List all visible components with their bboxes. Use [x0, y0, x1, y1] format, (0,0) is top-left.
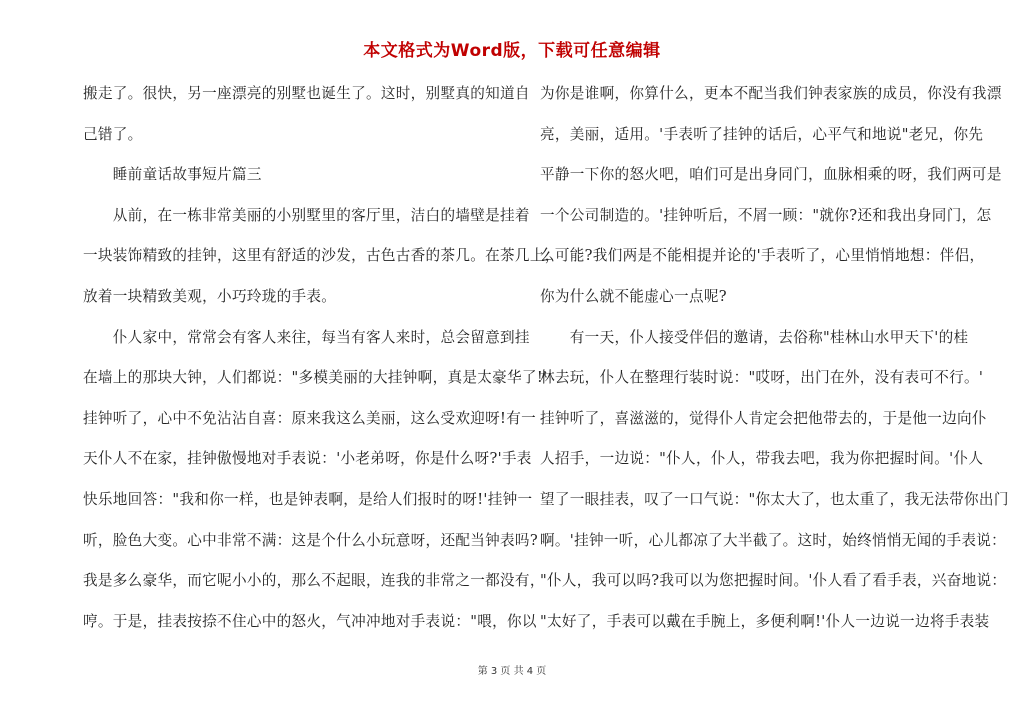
- text-line: 林去玩，仆人在整理行装时说："哎呀，出门在外，没有表可不行。': [540, 369, 984, 387]
- text-line: 放着一块精致美观，小巧玲珑的手表。: [83, 287, 337, 305]
- text-line: 望了一眼挂表，叹了一口气说："你太大了，也太重了，我无法带你出门: [540, 490, 1009, 508]
- text-line: 么可能?我们两是不能相提并论的'手表听了，心里悄悄地想：伴侣，: [540, 247, 985, 265]
- text-line: 亮，美丽，适用。'手表听了挂钟的话后，心平气和地说"老兄，你先: [540, 125, 984, 143]
- text-line: 为你是谁啊，你算什么，更本不配当我们钟表家族的成员，你没有我漂: [540, 85, 1002, 102]
- text-line: 啊。'挂钟一听，心儿都凉了大半截了。这时，始终悄悄无闻的手表说：: [540, 531, 1007, 549]
- text-line: 挂钟听了，心中不免沾沾自喜：原来我这么美丽，这么受欢迎呀!有一: [83, 409, 536, 427]
- text-line: 人招手，一边说："仆人，仆人，带我去吧，我为你把握时间。'仆人: [540, 450, 984, 468]
- text-line: 仆人家中，常常会有客人来往，每当有客人来时，总会留意到挂: [83, 328, 530, 346]
- text-line: 挂钟听了，喜滋滋的，觉得仆人肯定会把他带去的，于是他一边向仆: [540, 409, 987, 427]
- section-heading: 睡前童话故事短片篇三: [83, 166, 262, 184]
- document-banner: 本文格式为Word版，下载可任意编辑: [363, 41, 661, 61]
- text-line: 一块装饰精致的挂钟，这里有舒适的沙发，古色古香的茶几。在茶几上，: [83, 247, 560, 265]
- text-line: "太好了，手表可以戴在手腕上，多便利啊!'仆人一边说一边将手表装: [540, 612, 990, 630]
- right-text-column: [540, 79, 1009, 647]
- page-number: 第 3 页 共 4 页: [477, 666, 547, 677]
- text-line: 我是多么豪华，而它呢小小的，那么不起眼，连我的非常之一都没有，: [83, 572, 545, 590]
- text-line: 你为什么就不能虚心一点呢?: [540, 287, 727, 305]
- text-line: 哼。于是，挂表按捺不住心中的怒火，气冲冲地对手表说："喂，你以: [83, 612, 537, 630]
- text-line: 从前，在一栋非常美丽的小别墅里的客厅里，洁白的墙壁是挂着: [83, 206, 530, 224]
- text-line: 快乐地回答："我和你一样，也是钟表啊，是给人们报时的呀!'挂钟一: [83, 490, 533, 508]
- text-line: 搬走了。很快，另一座漂亮的别墅也诞生了。这时，别墅真的知道自: [83, 85, 530, 102]
- text-line: 一个公司制造的。'挂钟听后，不屑一顾："就你?还和我出身同门，怎: [540, 206, 992, 224]
- text-line: "仆人，我可以吗?我可以为您把握时间。'仆人看了看手表，兴奋地说：: [540, 572, 1007, 590]
- text-line: 有一天，仆人接受伴侣的邀请，去俗称"桂林山水甲天下'的桂: [540, 328, 969, 346]
- text-line: 己错了。: [83, 125, 143, 143]
- text-line: 在墙上的那块大钟，人们都说："多模美丽的大挂钟啊，真是太豪华了!': [83, 369, 548, 387]
- text-line: 平静一下你的怒火吧，咱们可是出身同门，血脉相乘的呀，我们两可是: [540, 166, 1002, 184]
- text-line: 听，脸色大变。心中非常不满：这是个什么小玩意呀，还配当钟表吗?: [83, 531, 538, 549]
- left-text-column: [83, 79, 560, 647]
- text-line: 天仆人不在家，挂钟傲慢地对手表说：'小老弟呀，你是什么呀?'手表: [83, 450, 532, 468]
